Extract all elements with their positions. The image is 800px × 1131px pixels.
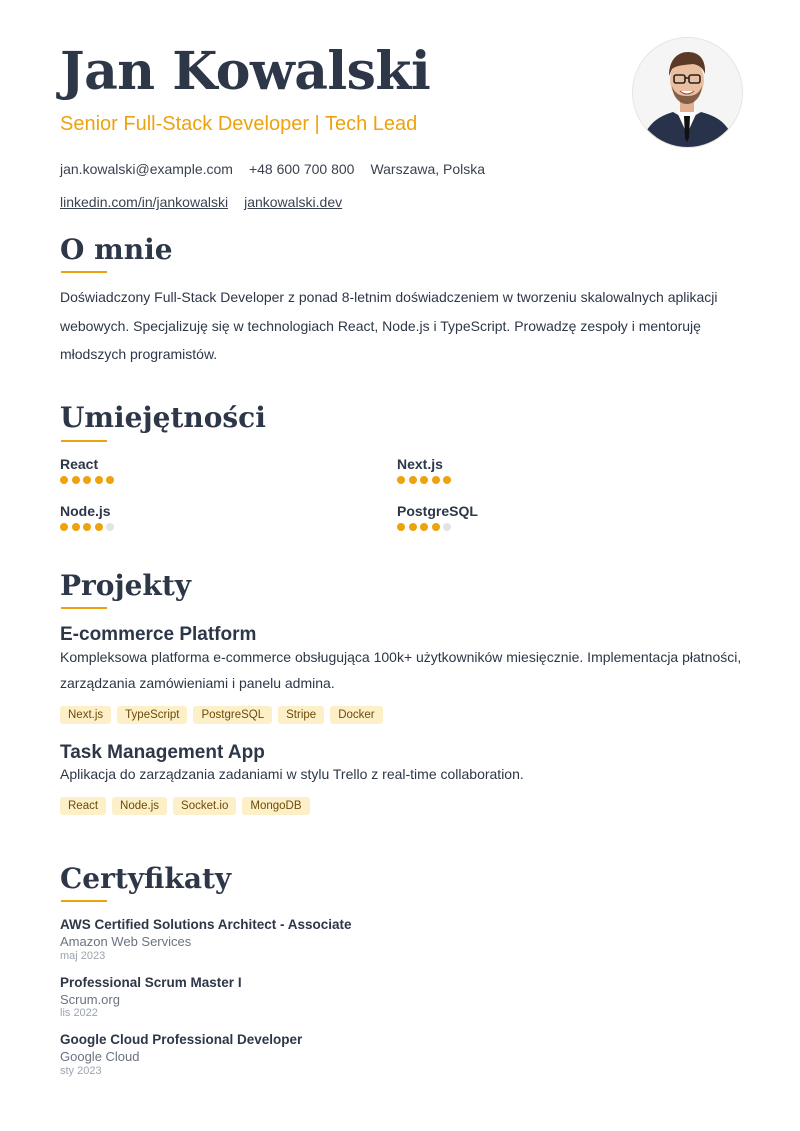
- project-description: Aplikacja do zarządzania zadaniami w stylu Trello z real-time collaboration.: [60, 766, 524, 782]
- rating-dot-filled: [95, 476, 103, 484]
- rating-dot-filled: [420, 476, 428, 484]
- rating-dot-filled: [397, 523, 405, 531]
- project-description: Kompleksowa platforma e-commerce obsługująca 100k+ użytkowników miesięcznie. Implementacja płatności, zarządzania zamówieniami i panelu admina.: [60, 649, 742, 691]
- skill-item: [60, 503, 114, 531]
- tech-tag: Socket.io: [173, 797, 236, 815]
- skill-rating: [397, 476, 451, 484]
- location-text: Warszawa, Polska: [370, 161, 486, 177]
- tech-tag: React: [60, 797, 106, 815]
- certificate-name: Professional Scrum Master I: [60, 975, 242, 990]
- rating-dot-filled: [409, 523, 417, 531]
- rating-dot-empty: [106, 523, 114, 531]
- rating-dot-filled: [60, 523, 68, 531]
- tech-tag: PostgreSQL: [193, 706, 272, 724]
- project-title: Task Management App: [60, 742, 265, 763]
- skill-item: [60, 456, 114, 484]
- about-heading: O mnie: [60, 233, 173, 266]
- certificate-date: sty 2023: [60, 1065, 102, 1077]
- about-text: Doświadczony Full-Stack Developer z ponad 8-letnim doświadczeniem w tworzeniu skalowalnych aplikacji webowych. Specjalizuję się w technologiach React, Node.js i TypeScript. Prowadzę zespoły i mentoruję młodszych programistów.: [60, 289, 718, 362]
- rating-dot-filled: [83, 523, 91, 531]
- certificate-date: lis 2022: [60, 1007, 98, 1019]
- rating-dot-filled: [95, 523, 103, 531]
- rating-dot-filled: [397, 476, 405, 484]
- phone-text[interactable]: +48 600 700 800: [248, 161, 355, 177]
- profile-photo: [632, 37, 743, 148]
- tech-tag: Node.js: [112, 797, 167, 815]
- certificate-issuer: Scrum.org: [60, 992, 120, 1007]
- rating-dot-empty: [443, 523, 451, 531]
- skill-item: [397, 456, 451, 484]
- contact-links: [60, 194, 342, 210]
- rating-dot-filled: [409, 476, 417, 484]
- linkedin-link[interactable]: linkedin.com/in/jankowalski: [60, 194, 229, 210]
- rating-dot-filled: [106, 476, 114, 484]
- skill-rating: [397, 523, 478, 531]
- website-link[interactable]: jankowalski.dev: [244, 194, 343, 210]
- certificate-name: Google Cloud Professional Developer: [60, 1032, 303, 1047]
- certificate-name: AWS Certified Solutions Architect - Associate: [60, 917, 352, 932]
- skill-name: PostgreSQL: [397, 503, 478, 519]
- skill-rating: [60, 523, 114, 531]
- project-tags: [60, 706, 383, 724]
- certificate-issuer: Google Cloud: [60, 1049, 140, 1064]
- tech-tag: Next.js: [60, 706, 111, 724]
- project-title: E-commerce Platform: [60, 624, 257, 645]
- skills-heading: Umiejętności: [60, 401, 266, 434]
- certificate-date: maj 2023: [60, 950, 106, 962]
- rating-dot-filled: [60, 476, 68, 484]
- person-avatar-icon: [633, 38, 742, 147]
- candidate-name: Jan Kowalski: [60, 41, 431, 102]
- skills-heading-underline: [61, 440, 107, 442]
- rating-dot-filled: [443, 476, 451, 484]
- projects-heading: Projekty: [60, 569, 192, 602]
- projects-heading-underline: [61, 607, 107, 609]
- skill-name: Node.js: [60, 503, 111, 519]
- tech-tag: Stripe: [278, 706, 324, 724]
- about-heading-underline: [61, 271, 107, 273]
- skill-name: React: [60, 456, 99, 472]
- skill-item: [397, 503, 478, 531]
- rating-dot-filled: [72, 476, 80, 484]
- email-text[interactable]: jan.kowalski@example.com: [60, 161, 233, 177]
- rating-dot-filled: [83, 476, 91, 484]
- skill-rating: [60, 476, 114, 484]
- rating-dot-filled: [432, 476, 440, 484]
- candidate-title: Senior Full-Stack Developer | Tech Lead: [60, 113, 418, 135]
- certificates-heading: Certyfikaty: [60, 862, 232, 895]
- tech-tag: Docker: [330, 706, 382, 724]
- skill-name: Next.js: [397, 456, 443, 472]
- tech-tag: MongoDB: [242, 797, 309, 815]
- project-tags: [60, 797, 310, 815]
- rating-dot-filled: [420, 523, 428, 531]
- rating-dot-filled: [72, 523, 80, 531]
- certificate-issuer: Amazon Web Services: [60, 934, 192, 949]
- tech-tag: TypeScript: [117, 706, 187, 724]
- rating-dot-filled: [432, 523, 440, 531]
- certificates-heading-underline: [61, 900, 107, 902]
- contact-info: [60, 161, 485, 177]
